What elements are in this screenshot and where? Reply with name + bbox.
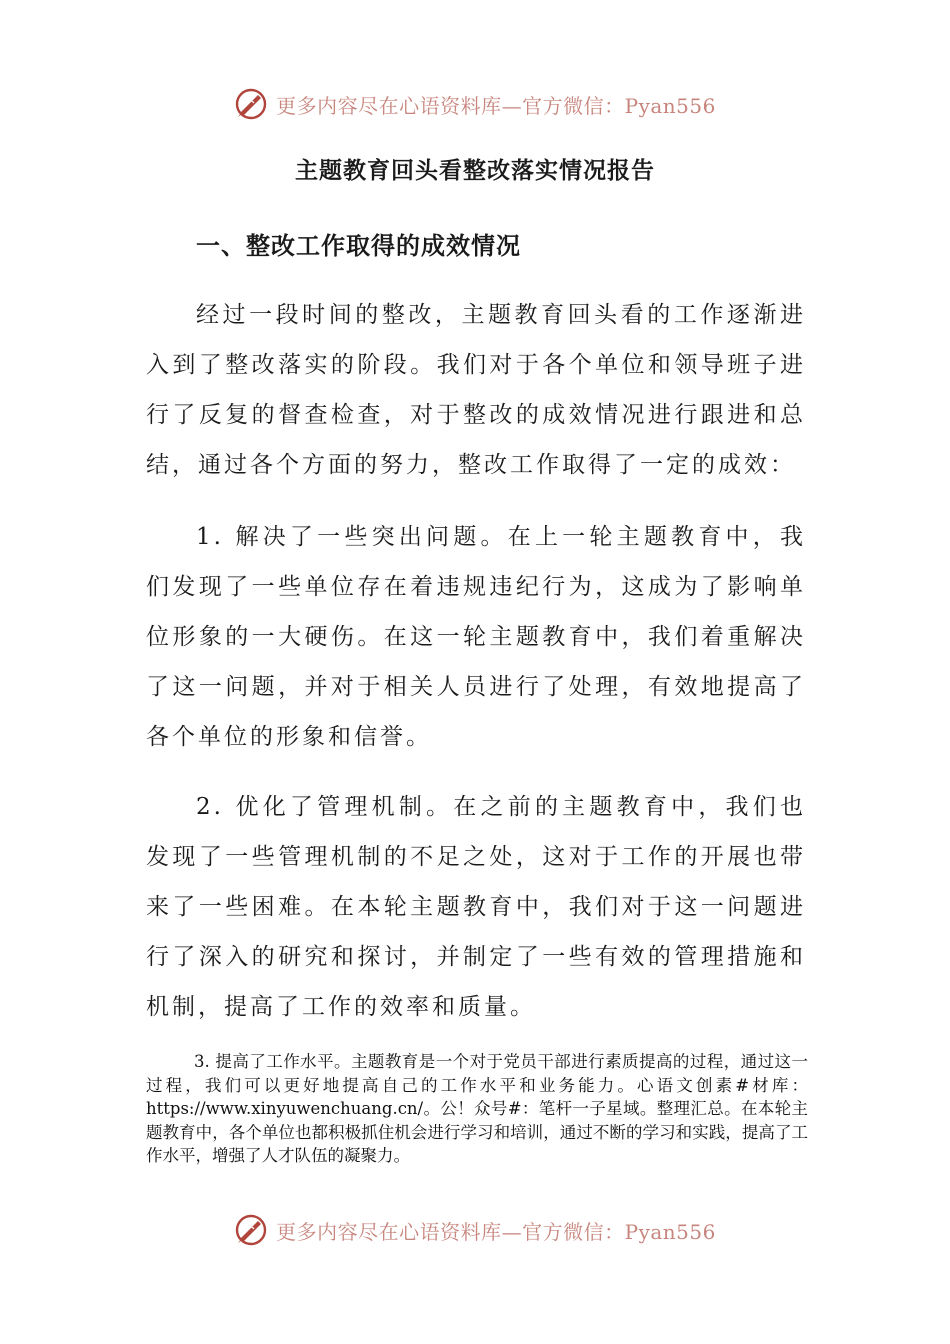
paragraph-intro: 经过一段时间的整改，主题教育回头看的工作逐渐进入到了整改落实的阶段。我们对于各个单位和领导班子进行了反复的督查检查，对于整改的成效情况进行跟进和总结，通过各个方面的努力，整改工作取得了一定的成效： (146, 302, 806, 478)
document-title: 主题教育回头看整改落实情况报告 (295, 157, 655, 184)
pen-circle-logo-icon (234, 1213, 268, 1247)
section-heading: 一、整改工作取得的成效情况 (196, 231, 521, 260)
paragraph-item-3: 3. 提高了工作水平。主题教育是一个对于党员干部进行素质提高的过程，通过这一过程，我们可以更好地提高自己的工作水平和业务能力。心语文创素#材库：https://www.xinyuwenchuang.cn/。公！众号#：笔杆一子星域。整理汇总。在本轮主题教育中，各个单位也都积极抓住机会进行学习和培训，通过不断的学习和实践，提高了工作水平，增强了人才队伍的凝聚力。 (146, 1052, 808, 1165)
paragraph-item-1: 1. 解决了一些突出问题。在上一轮主题教育中，我们发现了一些单位存在着违规违纪行为，这成为了影响单位形象的一大硬伤。在这一轮主题教育中，我们着重解决了这一问题，并对于相关人员进行了处理，有效地提高了各个单位的形象和信誉。 (146, 524, 806, 750)
paragraph-item-2: 2. 优化了管理机制。在之前的主题教育中，我们也发现了一些管理机制的不足之处，这对于工作的开展也带来了一些困难。在本轮主题教育中，我们对于这一问题进行了深入的研究和探讨，并制定了一些有效的管理措施和机制，提高了工作的效率和质量。 (146, 794, 806, 1020)
header-banner (0, 84, 950, 124)
banner-text: 更多内容尽在心语资料库—官方微信：Pyan556 (276, 93, 716, 118)
footer-banner (0, 1210, 950, 1250)
pen-circle-logo-icon (234, 87, 268, 121)
banner-text: 更多内容尽在心语资料库—官方微信：Pyan556 (276, 1219, 716, 1244)
